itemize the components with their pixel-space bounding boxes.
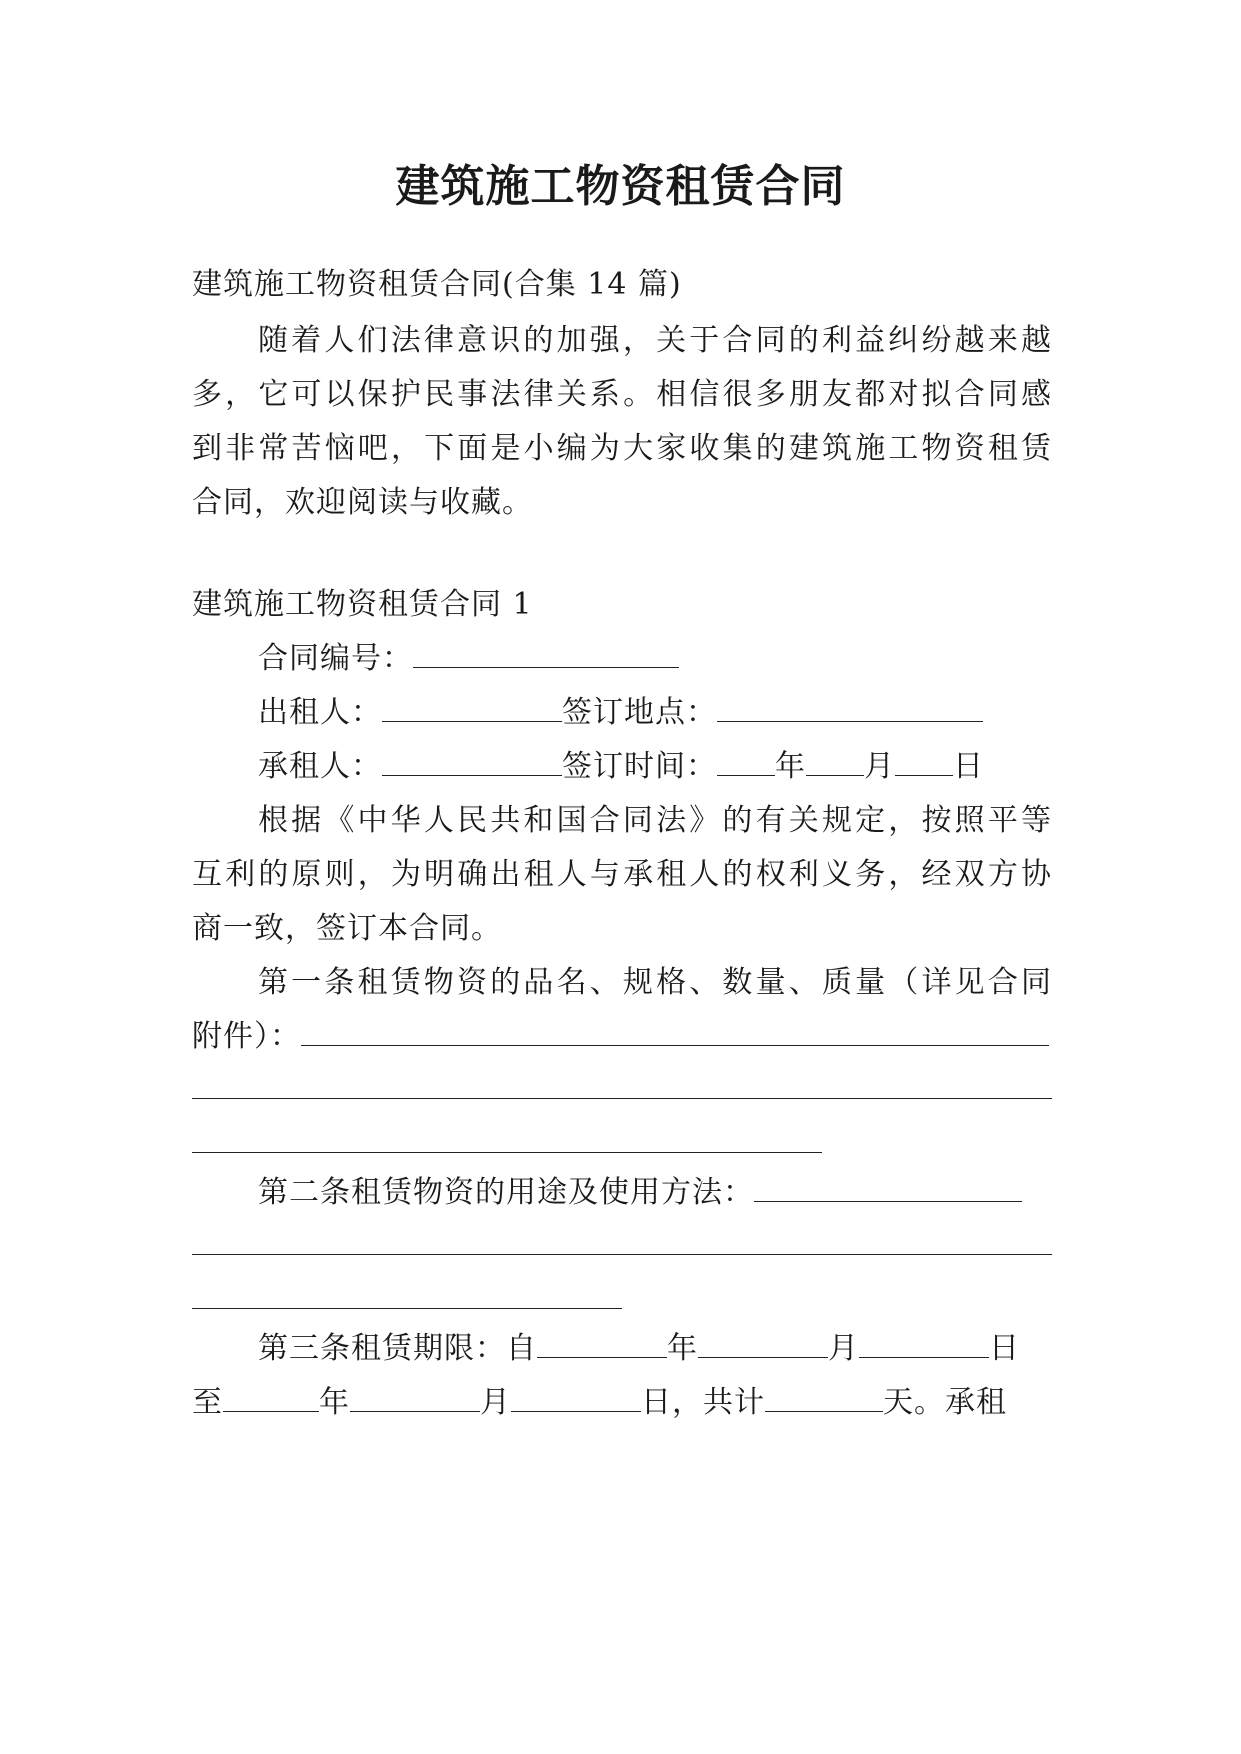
lessee-blank[interactable] (382, 749, 562, 776)
article2-label: 第二条租赁物资的用途及使用方法： (258, 1175, 754, 1210)
sign-month-blank[interactable] (806, 749, 864, 776)
article1-line-1: 第一条租赁物资的品名、规格、数量、质量（详见合同 (258, 965, 1052, 1000)
contract-number-label: 合同编号： (258, 641, 413, 676)
start-year-label: 年 (667, 1331, 698, 1366)
contract-number-blank[interactable] (413, 641, 679, 668)
preamble-line-3: 商一致，签订本合同。 (192, 911, 502, 946)
lessor-row (258, 694, 1052, 732)
end-month-blank[interactable] (350, 1385, 480, 1412)
start-year-blank[interactable] (537, 1331, 667, 1358)
sign-day-blank[interactable] (895, 749, 953, 776)
lessee-row (258, 748, 1052, 786)
section-heading: 建筑施工物资租赁合同 1 (192, 587, 533, 622)
article2-blank-3[interactable] (192, 1308, 622, 1309)
article2-line-1 (258, 1174, 1052, 1212)
article1-blank-2[interactable] (192, 1098, 1052, 1099)
start-day-label: 日 (989, 1331, 1020, 1366)
lessor-blank[interactable] (382, 695, 562, 722)
total-days-blank[interactable] (765, 1385, 883, 1412)
start-month-blank[interactable] (698, 1331, 828, 1358)
article3-total-label: 日，共计 (641, 1385, 765, 1420)
end-month-label: 月 (480, 1385, 511, 1420)
article3-line-2 (192, 1384, 1052, 1422)
article2-blank-1[interactable] (754, 1175, 1022, 1202)
end-day-blank[interactable] (511, 1385, 641, 1412)
sign-year-blank[interactable] (717, 749, 775, 776)
start-month-label: 月 (828, 1331, 859, 1366)
sign-place-label: 签订地点： (562, 695, 717, 730)
article3-to: 至 (192, 1385, 223, 1420)
intro-line-4: 合同，欢迎阅读与收藏。 (192, 485, 533, 520)
end-year-label: 年 (319, 1385, 350, 1420)
article1-line-2 (192, 1018, 1052, 1056)
collection-label: 建筑施工物资租赁合同(合集 14 篇) (192, 267, 682, 302)
contract-number-row (258, 640, 1052, 678)
article1-blank-1[interactable] (301, 1019, 1049, 1046)
sign-place-blank[interactable] (717, 695, 983, 722)
lessee-label: 承租人： (258, 749, 382, 784)
preamble-line-1: 根据《中华人民共和国合同法》的有关规定，按照平等 (258, 803, 1052, 838)
document-title: 建筑施工物资租赁合同 (395, 161, 846, 212)
article1-blank-3[interactable] (192, 1152, 822, 1153)
start-day-blank[interactable] (859, 1331, 989, 1358)
article2-blank-2[interactable] (192, 1254, 1052, 1255)
article3-line-1 (258, 1330, 1052, 1368)
sign-day-label: 日 (953, 749, 984, 784)
intro-line-2: 多，它可以保护民事法律关系。相信很多朋友都对拟合同感 (192, 377, 1052, 412)
end-year-blank[interactable] (223, 1385, 319, 1412)
sign-time-label: 签订时间： (562, 749, 717, 784)
sign-year-label: 年 (775, 749, 806, 784)
sign-month-label: 月 (864, 749, 895, 784)
lessor-label: 出租人： (258, 695, 382, 730)
article3-prefix: 第三条租赁期限：自 (258, 1331, 537, 1366)
intro-line-3: 到非常苦恼吧，下面是小编为大家收集的建筑施工物资租赁 (192, 431, 1052, 466)
article1-label: 附件）： (192, 1019, 301, 1054)
intro-line-1: 随着人们法律意识的加强，关于合同的利益纠纷越来越 (258, 323, 1052, 358)
preamble-line-2: 互利的原则，为明确出租人与承租人的权利义务，经双方协 (192, 857, 1052, 892)
article3-days-label: 天。承租 (883, 1385, 1007, 1420)
